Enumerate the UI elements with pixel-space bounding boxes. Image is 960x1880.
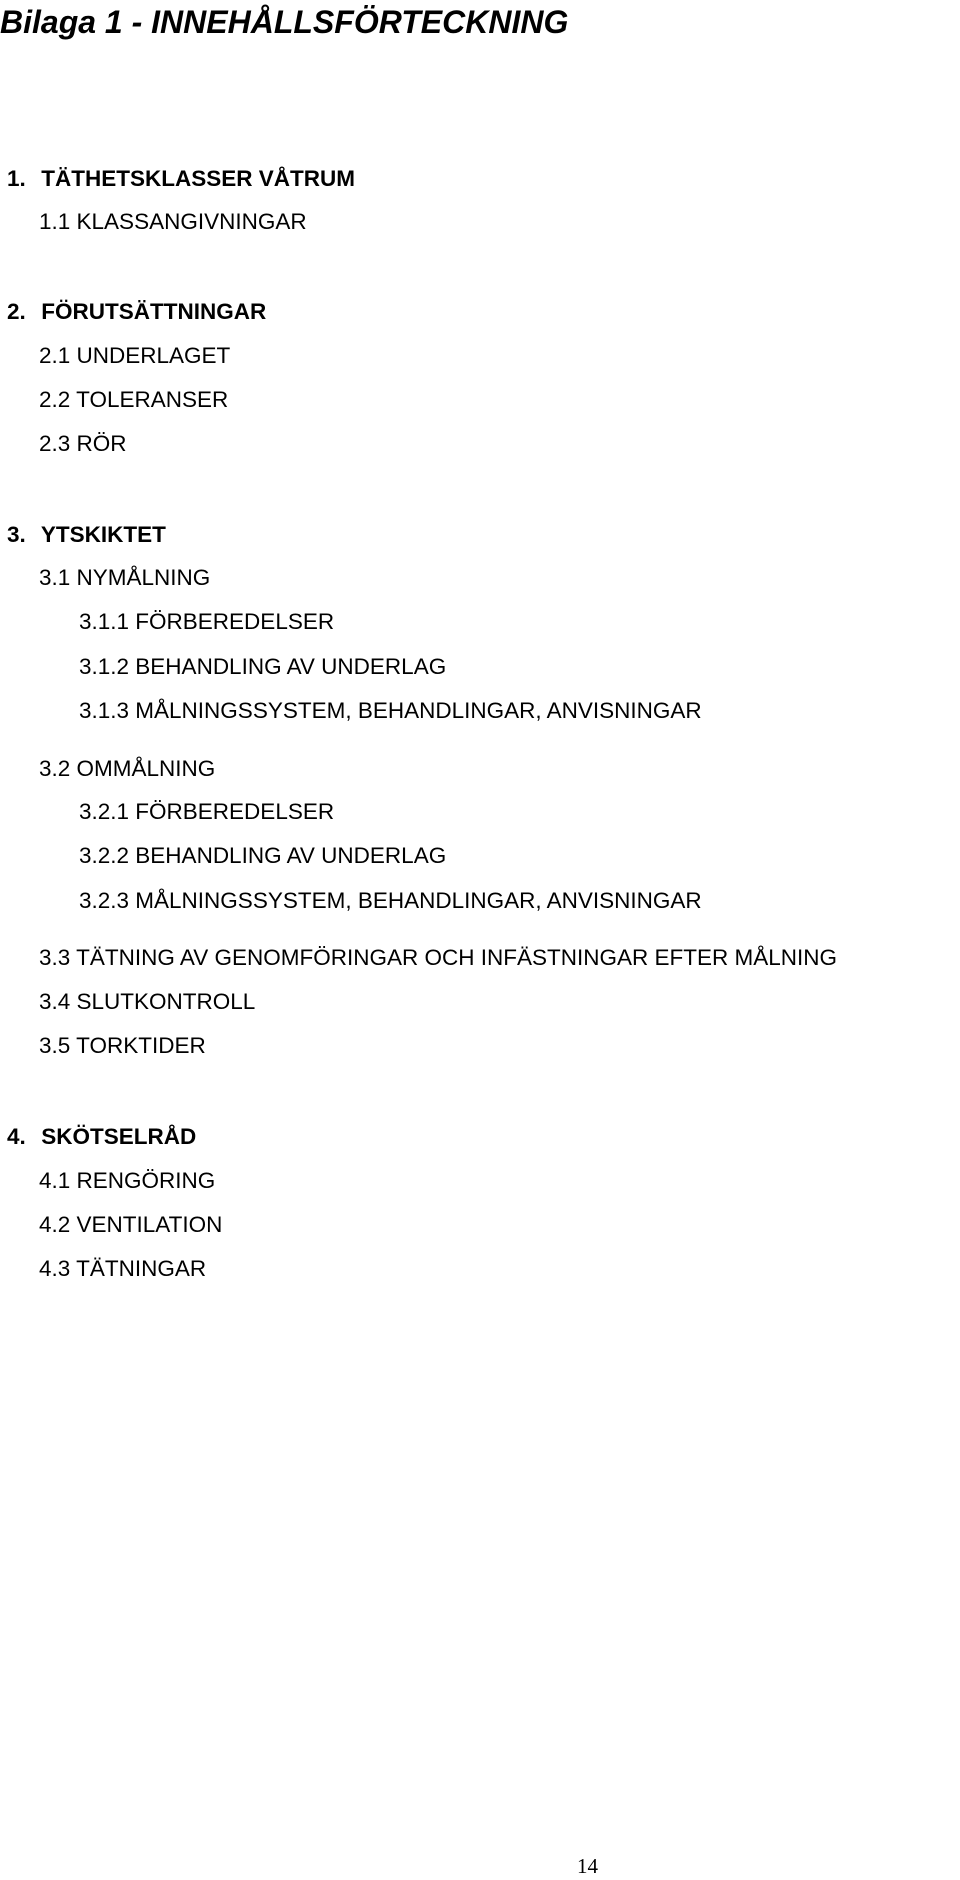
toc-entry-2-2: 2.2 TOLERANSER [39,387,229,412]
page-number: 14 [577,1854,598,1878]
toc-entry-label: YTSKIKTET [40,522,166,547]
toc-entry-2-3: 2.3 RÖR [39,431,127,456]
toc-entry-4 [7,1123,196,1151]
toc-entry-2-1: 2.1 UNDERLAGET [39,343,231,368]
toc-entry-3-2-3: 3.2.3 MÅLNINGSSYSTEM, BEHANDLINGAR, ANVISNINGAR [79,888,702,913]
toc-entry-3-2-2: 3.2.2 BEHANDLING AV UNDERLAG [79,843,447,868]
toc-entry-label: TÄTHETSKLASSER VÅTRUM [41,166,356,191]
toc-entry-3-1: 3.1 NYMÅLNING [39,565,211,590]
toc-entry-number: 1. [7,166,26,191]
toc-entry-4-2: 4.2 VENTILATION [39,1212,223,1237]
toc-entry-2 [7,298,266,326]
toc-entry-4-3: 4.3 TÄTNINGAR [39,1256,207,1281]
toc-entry-3-2: 3.2 OMMÅLNING [39,756,216,781]
toc-entry-1 [7,165,355,193]
toc-entry-label: SKÖTSELRÅD [41,1124,197,1149]
toc-entry-3-1-2: 3.1.2 BEHANDLING AV UNDERLAG [79,654,447,679]
toc-entry-number: 3. [7,522,26,547]
page-title: Bilaga 1 - INNEHÅLLSFÖRTECKNING [0,4,569,40]
toc-entry-number: 2. [7,299,26,324]
toc-entry-3-2-1: 3.2.1 FÖRBEREDELSER [79,799,335,824]
toc-entry-3-5: 3.5 TORKTIDER [39,1033,206,1058]
toc-entry-3-3: 3.3 TÄTNING AV GENOMFÖRINGAR OCH INFÄSTNINGAR EFTER MÅLNING [39,945,838,970]
toc-entry-3-1-3: 3.1.3 MÅLNINGSSYSTEM, BEHANDLINGAR, ANVISNINGAR [79,698,702,723]
toc-entry-1-1: 1.1 KLASSANGIVNINGAR [39,209,307,234]
toc-entry-3-1-1: 3.1.1 FÖRBEREDELSER [79,609,335,634]
toc-entry-label: FÖRUTSÄTTNINGAR [41,299,267,324]
toc-entry-number: 4. [7,1124,26,1149]
toc-entry-4-1: 4.1 RENGÖRING [39,1168,216,1193]
toc-entry-3-4: 3.4 SLUTKONTROLL [39,989,256,1014]
toc-entry-3 [7,521,166,549]
